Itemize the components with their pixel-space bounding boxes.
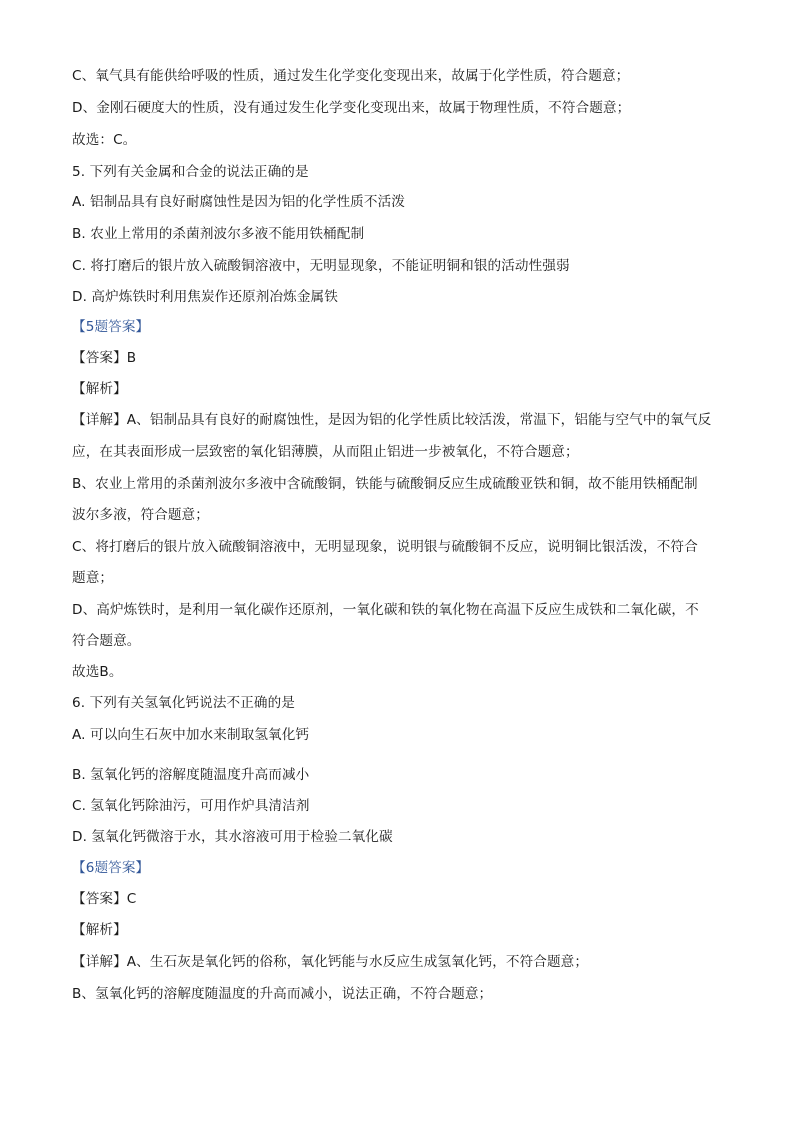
question-5-answer: 【答案】B: [72, 350, 137, 366]
question-5-detail: 波尔多液，符合题意；: [72, 507, 209, 523]
question-6-analysis-label: 【解析】: [72, 922, 127, 938]
question-5-answer-tag: 【5题答案】: [72, 319, 150, 335]
question-5-detail: 题意；: [72, 570, 114, 586]
question-5-option-b: B. 农业上常用的杀菌剂波尔多液不能用铁桶配制: [72, 226, 365, 242]
question-6-answer: 【答案】C: [72, 891, 137, 907]
question-6-option-a: A. 可以向生石灰中加水来制取氢氧化钙: [72, 727, 310, 743]
question-6-option-b: B. 氢氧化钙的溶解度随温度升高而减小: [72, 767, 310, 783]
question-5-detail: 【详解】A、铝制品具有良好的耐腐蚀性，是因为铝的化学性质比较活泼，常温下，铝能与空气中的氧气反: [72, 412, 712, 428]
question-5-detail: 应，在其表面形成一层致密的氧化铝薄膜，从而阻止铝进一步被氧化，不符合题意；: [72, 444, 579, 460]
question-5-option-a: A. 铝制品具有良好耐腐蚀性是因为铝的化学性质不活泼: [72, 194, 405, 210]
question-6-detail: 【详解】A、生石灰是氧化钙的俗称，氧化钙能与水反应生成氢氧化钙，不符合题意；: [72, 954, 589, 970]
question-5-detail: D、高炉炼铁时，是利用一氧化碳作还原剂，一氧化碳和铁的氧化物在高温下反应生成铁和二氧化碳，不: [72, 602, 699, 618]
question-6-option-d: D. 氢氧化钙微溶于水，其水溶液可用于检验二氧化碳: [72, 829, 393, 845]
text-line: D、金刚石硬度大的性质，没有通过发生化学变化变现出来，故属于物理性质，不符合题意；: [72, 100, 631, 116]
question-6-stem: 6. 下列有关氢氧化钙说法不正确的是: [72, 695, 295, 711]
question-5-stem: 5. 下列有关金属和合金的说法正确的是: [72, 164, 309, 180]
question-6-detail: B、氢氧化钙的溶解度随温度的升高而减小，说法正确，不符合题意；: [72, 986, 493, 1002]
question-6-answer-tag: 【6题答案】: [72, 860, 150, 876]
text-line: 故选：C。: [72, 132, 137, 148]
text-line: C、氧气具有能供给呼吸的性质，通过发生化学变化变现出来，故属于化学性质，符合题意；: [72, 68, 630, 84]
question-5-analysis-label: 【解析】: [72, 381, 127, 397]
question-5-detail: 符合题意。: [72, 633, 141, 649]
question-5-detail: C、将打磨后的银片放入硫酸铜溶液中，无明显现象，说明银与硫酸铜不反应，说明铜比银活泼，不符合: [72, 539, 698, 555]
question-5-option-c: C. 将打磨后的银片放入硫酸铜溶液中，无明显现象，不能证明铜和银的活动性强弱: [72, 258, 570, 274]
question-5-select: 故选B。: [72, 664, 123, 680]
question-6-option-c: C. 氢氧化钙除油污，可用作炉具清洁剂: [72, 798, 310, 814]
question-5-detail: B、农业上常用的杀菌剂波尔多液中含硫酸铜，铁能与硫酸铜反应生成硫酸亚铁和铜，故不能用铁桶配制: [72, 476, 698, 492]
question-5-option-d: D. 高炉炼铁时利用焦炭作还原剂冶炼金属铁: [72, 289, 338, 305]
